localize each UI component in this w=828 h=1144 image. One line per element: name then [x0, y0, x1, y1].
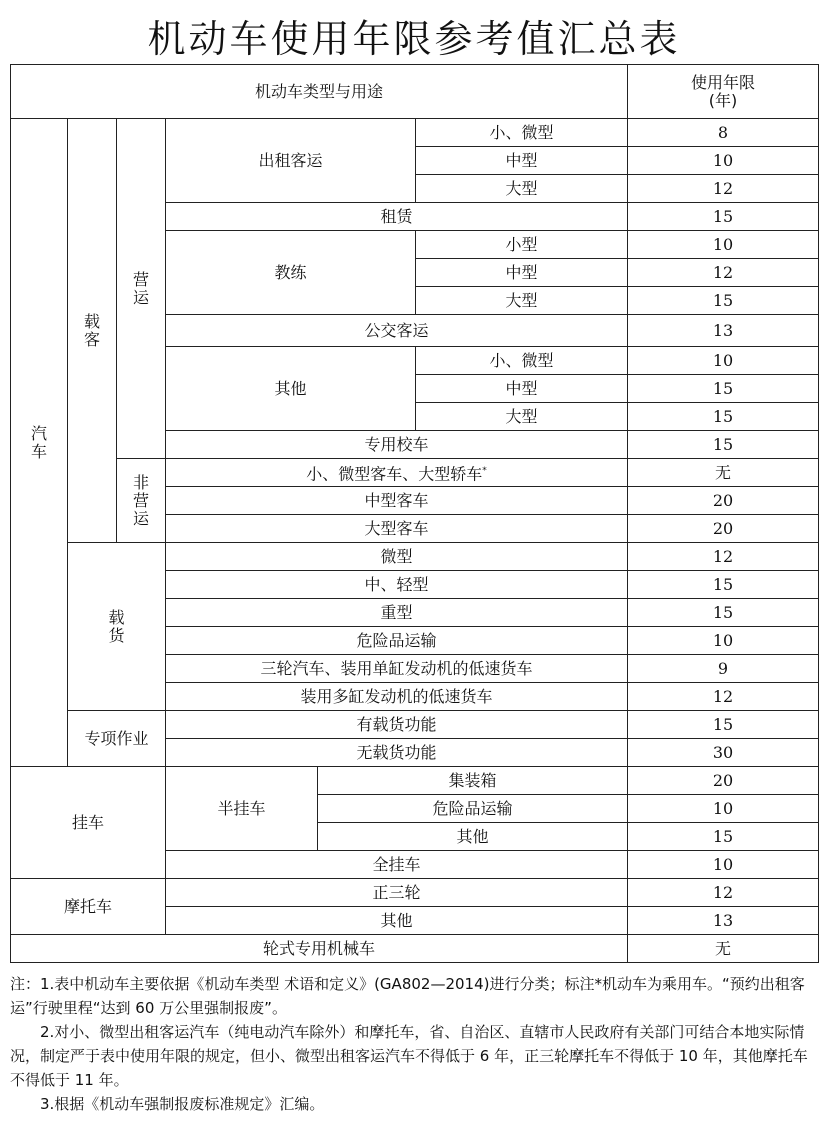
training-medium-years: 12: [628, 259, 819, 287]
rental-label: 租赁: [166, 203, 628, 231]
semi-hazmat-label: 危险品运输: [318, 795, 628, 823]
taxi-large-years: 12: [628, 175, 819, 203]
special-no-cargo-label: 无载货功能: [166, 739, 628, 767]
notes: [10, 972, 820, 1116]
table-row: [11, 767, 819, 795]
moto-other-label: 其他: [166, 907, 628, 935]
other-large-years: 15: [628, 403, 819, 431]
note-2: 2.对小、微型出租客运汽车（纯电动汽车除外）和摩托车，省、自治区、直辖市人民政府有关部门可结合本地实际情况，制定严于表中使用年限的规定，但小、微型出租客运汽车不得低于 6 年，正三轮摩托车不得低于 10 年，其他摩托车不得低于 11 年。: [10, 1023, 808, 1089]
nc-small-label: 小、微型客车、大型轿车: [306, 464, 483, 484]
moto-other-years: 13: [628, 907, 819, 935]
group-cargo-label: 载货: [108, 607, 125, 645]
special-no-cargo-years: 30: [628, 739, 819, 767]
table-row: [11, 119, 819, 147]
training-label: 教练: [166, 231, 416, 315]
group-motorcycle: 摩托车: [11, 879, 166, 935]
cargo-tricycle-years: 9: [628, 655, 819, 683]
semi-container-years: 20: [628, 767, 819, 795]
other-medium-label: 中型: [416, 375, 628, 403]
moto-three-years: 12: [628, 879, 819, 907]
training-large-label: 大型: [416, 287, 628, 315]
moto-three-label: 正三轮: [166, 879, 628, 907]
table-row: [11, 935, 819, 963]
bus-years: 13: [628, 315, 819, 347]
cargo-micro-label: 微型: [166, 543, 628, 571]
header-row: [11, 65, 819, 119]
cargo-light-label: 中、轻型: [166, 571, 628, 599]
training-medium-label: 中型: [416, 259, 628, 287]
wheeled-machinery-years: 无: [628, 935, 819, 963]
taxi-large-label: 大型: [416, 175, 628, 203]
group-non-commercial: [117, 459, 166, 543]
group-passenger-label: 载客: [83, 311, 100, 349]
semi-hazmat-years: 10: [628, 795, 819, 823]
cargo-tricycle-label: 三轮汽车、装用单缸发动机的低速货车: [166, 655, 628, 683]
note-3: 3.根据《机动车强制报废标准规定》汇编。: [40, 1095, 325, 1113]
group-cargo: [68, 543, 166, 711]
cargo-multi-label: 装用多缸发动机的低速货车: [166, 683, 628, 711]
other-large-label: 大型: [416, 403, 628, 431]
other-small-years: 10: [628, 347, 819, 375]
taxi-small-label: 小、微型: [416, 119, 628, 147]
semi-container-label: 集装箱: [318, 767, 628, 795]
taxi-small-years: 8: [628, 119, 819, 147]
training-small-years: 10: [628, 231, 819, 259]
full-trailer-label: 全挂车: [166, 851, 628, 879]
header-type-cell: 机动车类型与用途: [11, 65, 628, 119]
other-small-label: 小、微型: [416, 347, 628, 375]
page-title: 机动车使用年限参考值汇总表: [147, 17, 681, 61]
cargo-hazmat-label: 危险品运输: [166, 627, 628, 655]
nc-medium-years: 20: [628, 487, 819, 515]
group-car-label: 汽车: [30, 423, 47, 461]
nc-small-years: 无: [628, 459, 819, 487]
nc-large-label: 大型客车: [166, 515, 628, 543]
group-commercial-label: 营运: [132, 269, 149, 307]
group-passenger: [68, 119, 117, 543]
group-commercial: [117, 119, 166, 459]
training-large-years: 15: [628, 287, 819, 315]
table-row: [11, 543, 819, 571]
header-years-label: 使用年限: [691, 72, 756, 92]
cargo-micro-years: 12: [628, 543, 819, 571]
full-trailer-years: 10: [628, 851, 819, 879]
special-with-cargo-label: 有载货功能: [166, 711, 628, 739]
school-bus-label: 专用校车: [166, 431, 628, 459]
nc-large-years: 20: [628, 515, 819, 543]
vehicle-lifespan-table: [10, 64, 819, 963]
nc-medium-label: 中型客车: [166, 487, 628, 515]
table-row: [11, 711, 819, 739]
rental-years: 15: [628, 203, 819, 231]
other-label: 其他: [166, 347, 416, 431]
taxi-medium-years: 10: [628, 147, 819, 175]
cargo-heavy-years: 15: [628, 599, 819, 627]
cargo-hazmat-years: 10: [628, 627, 819, 655]
table-row: [11, 459, 819, 487]
other-medium-years: 15: [628, 375, 819, 403]
group-semi-trailer: 半挂车: [166, 767, 318, 851]
semi-other-label: 其他: [318, 823, 628, 851]
training-small-label: 小型: [416, 231, 628, 259]
taxi-label: 出租客运: [166, 119, 416, 203]
wheeled-machinery-label: 轮式专用机械车: [11, 935, 628, 963]
group-car: [11, 119, 68, 767]
group-trailer: 挂车: [11, 767, 166, 879]
school-bus-years: 15: [628, 431, 819, 459]
semi-other-years: 15: [628, 823, 819, 851]
nc-small-mark: *: [482, 465, 487, 476]
group-special-ops: 专项作业: [68, 711, 166, 767]
cargo-light-years: 15: [628, 571, 819, 599]
table-row: [11, 879, 819, 907]
taxi-medium-label: 中型: [416, 147, 628, 175]
note-1: 注：1.表中机动车主要依据《机动车类型 术语和定义》(GA802—2014)进行分类；标注*机动车为乘用车。“预约出租客运”行驶里程“达到 60 万公里强制报废”。: [10, 975, 805, 1017]
header-years-cell: [628, 65, 819, 119]
cargo-heavy-label: 重型: [166, 599, 628, 627]
special-with-cargo-years: 15: [628, 711, 819, 739]
header-years-unit: (年): [708, 90, 738, 110]
cargo-multi-years: 12: [628, 683, 819, 711]
group-non-commercial-label: 非营运: [132, 472, 149, 528]
bus-label: 公交客运: [166, 315, 628, 347]
nc-small-cell: [166, 459, 628, 487]
